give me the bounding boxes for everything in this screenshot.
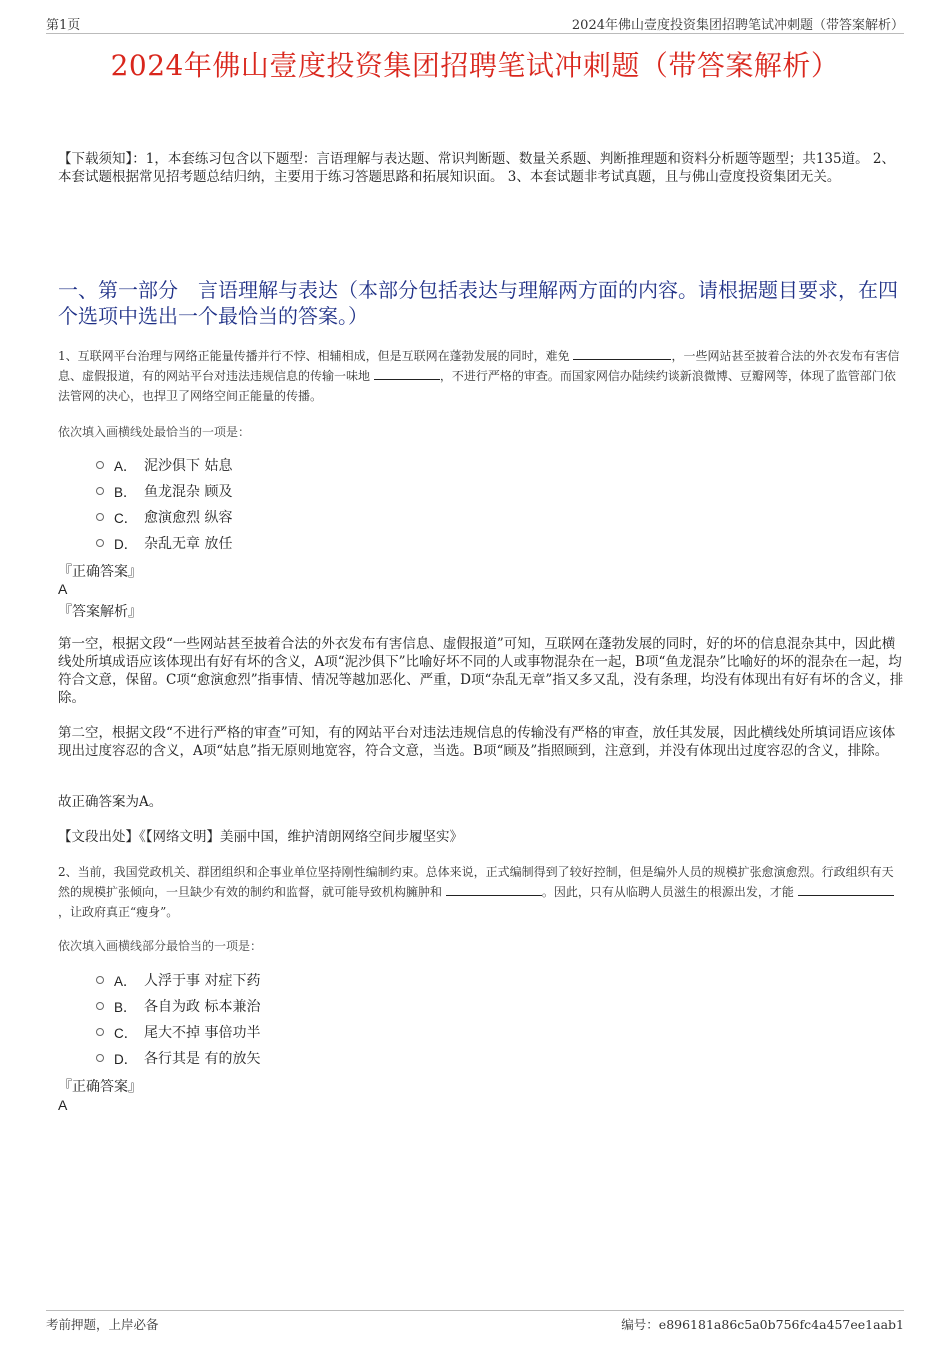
q2-option-a[interactable] — [96, 967, 260, 993]
header-divider — [46, 33, 904, 34]
radio-icon[interactable] — [96, 487, 104, 495]
q1-stem-part-c: ，不进行严格的审查。而国家网信办陆续约谈新浪微博、豆瓣网等，体现了监管部门依法管网的决心，也捍卫了网络空间正能量的传播。 — [58, 369, 896, 403]
running-header-title: 2024年佛山壹度投资集团招聘笔试冲刺题（带答案解析） — [571, 18, 904, 33]
q1-option-c[interactable] — [96, 504, 232, 530]
option-text: 尾大不掉 事倍功半 — [144, 1025, 261, 1041]
q1-answer-label: 『正确答案』 — [58, 564, 142, 580]
q2-option-c[interactable] — [96, 1019, 260, 1045]
document-title: 2024年佛山壹度投资集团招聘笔试冲刺题（带答案解析） — [110, 49, 840, 82]
q1-option-d[interactable] — [96, 530, 232, 556]
q2-answer-value: A — [58, 1097, 68, 1113]
q1-option-b[interactable] — [96, 478, 232, 504]
q1-stem-part-a: 1、互联网平台治理与网络正能量传播并行不悖、相辅相成，但是互联网在蓬勃发展的同时，难免 — [58, 349, 574, 363]
option-letter: C． — [114, 511, 138, 526]
option-letter: D． — [114, 537, 138, 552]
q1-analysis-label: 『答案解析』 — [58, 604, 142, 620]
option-letter: A． — [114, 974, 137, 989]
radio-icon[interactable] — [96, 461, 104, 469]
footer-slogan: 考前押题，上岸必备 — [46, 1317, 159, 1332]
q2-stem-part-c: ，让政府真正“瘦身”。 — [58, 905, 179, 919]
q2-stem-part-a: 2、当前，我国党政机关、群团组织和企事业单位坚持刚性编制约束。总体来说，正式编制得到了较好控制，但是编外人员的规模扩张愈演愈烈。行政组织有天然的规模扩张倾向，一旦缺少有效的制约和监督，就可能导致机构臃肿和 — [58, 865, 894, 899]
q1-stem-part-b: ，一些网站甚至披着合法的外衣发布有害信息、虚假报道，有的网站平台对违法违规信息的传输一味地 — [58, 349, 900, 383]
option-text: 杂乱无章 放任 — [144, 536, 233, 552]
q1-blank-1 — [573, 347, 671, 360]
radio-icon[interactable] — [96, 513, 104, 521]
option-letter: D． — [114, 1052, 138, 1067]
q1-option-a[interactable] — [96, 452, 232, 478]
option-letter: A． — [114, 459, 137, 474]
option-text: 愈演愈烈 纵容 — [144, 510, 233, 526]
download-notice: 【下载须知】：1，本套练习包含以下题型：言语理解与表达题、常识判断题、数量关系题、判断推理题和资料分析题等题型；共135道。 2、本套试题根据常见招考题总结归纳，主要用于练习答题思路和拓展知识面。 3、本套试题非考试真题，且与佛山壹度投资集团无关。 — [58, 151, 895, 185]
question-1-options — [96, 452, 232, 556]
question-2-options — [96, 967, 260, 1071]
q2-blank-1 — [446, 883, 542, 896]
q2-option-b[interactable] — [96, 993, 260, 1019]
question-2-stem — [58, 862, 904, 922]
q1-analysis-paragraph-2: 第二空，根据文段“不进行严格的审查”可知，有的网站平台对违法违规信息的传输没有严格的审查，放任其发展，因此横线处所填词语应该体现出过度容忍的含义，A项“姑息”指无原则地宽容，符合文意，当选。B项“顾及”指照顾到，注意到，并没有体现出过度容忍的含义，排除。 — [58, 725, 896, 759]
radio-icon[interactable] — [96, 976, 104, 984]
option-letter: C． — [114, 1026, 138, 1041]
question-1-stem — [58, 346, 904, 406]
q1-source: 【文段出处】《【网络文明】美丽中国，维护清朗网络空间步履坚实》 — [58, 829, 463, 845]
radio-icon[interactable] — [96, 539, 104, 547]
option-text: 各自为政 标本兼治 — [144, 999, 261, 1015]
radio-icon[interactable] — [96, 1002, 104, 1010]
radio-icon[interactable] — [96, 1028, 104, 1036]
q2-answer-label: 『正确答案』 — [58, 1079, 142, 1095]
question-2-prompt: 依次填入画横线部分最恰当的一项是： — [58, 939, 263, 953]
footer-divider — [46, 1310, 904, 1311]
page-number: 第1页 — [46, 18, 81, 33]
radio-icon[interactable] — [96, 1054, 104, 1062]
q1-blank-2 — [374, 367, 440, 380]
q1-answer-value: A — [58, 581, 68, 597]
footer-doc-id: 编号：e896181a86c5a0b756fc4a457ee1aab1 — [621, 1317, 904, 1332]
option-letter: B． — [114, 485, 137, 500]
option-text: 各行其是 有的放矢 — [144, 1051, 261, 1067]
question-1-prompt: 依次填入画横线处最恰当的一项是： — [58, 425, 251, 439]
q1-conclusion: 故正确答案为A。 — [58, 794, 163, 810]
option-text: 鱼龙混杂 顾及 — [144, 484, 233, 500]
q1-analysis-paragraph-1: 第一空，根据文段“一些网站甚至披着合法的外衣发布有害信息、虚假报道”可知，互联网在蓬勃发展的同时，好的坏的信息混杂其中，因此横线处所填成语应该体现出有好有坏的含义，A项“泥沙俱下”比喻好坏不同的人或事物混杂在一起，B项“鱼龙混杂”比喻好的坏的混杂在一起，均符合文意，保留。C项“愈演愈烈”指事情、情况等越加恶化、严重，D项“杂乱无章”指又多又乱，没有条理，均没有体现出有好有坏的含义，排除。 — [58, 636, 904, 706]
q2-stem-part-b: 。因此，只有从临聘人员滋生的根源出发，才能 — [541, 885, 798, 899]
q2-blank-2 — [798, 883, 894, 896]
section-heading: 一、第一部分 言语理解与表达（本部分包括表达与理解两方面的内容。请根据题目要求，在四个选项中选出一个最恰当的答案。） — [58, 278, 898, 328]
option-text: 泥沙俱下 姑息 — [144, 458, 233, 474]
option-letter: B． — [114, 1000, 137, 1015]
option-text: 人浮于事 对症下药 — [144, 973, 261, 989]
q2-option-d[interactable] — [96, 1045, 260, 1071]
